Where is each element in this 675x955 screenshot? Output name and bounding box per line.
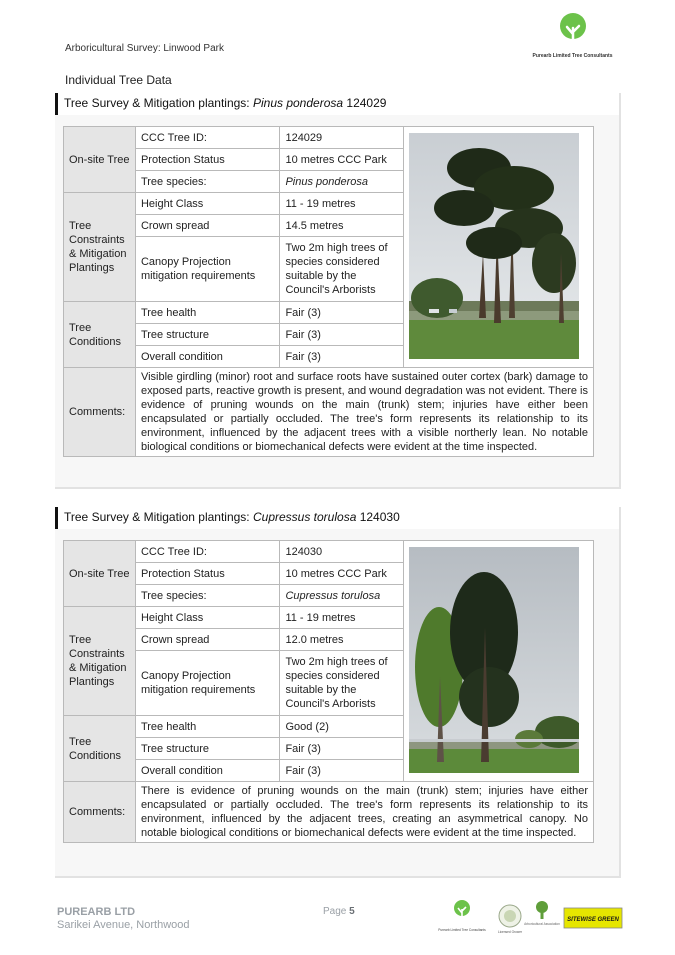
label-canopy-projection: Canopy Projection mitigation requirements xyxy=(135,651,280,716)
footer-logo-label: Licensed Grower xyxy=(497,930,523,934)
label-tree-species: Tree species: xyxy=(135,585,280,607)
group-constraints: Tree Constraints & Mitigation Plantings xyxy=(64,607,136,716)
label-overall-condition: Overall condition xyxy=(135,760,280,782)
label-tree-health: Tree health xyxy=(135,716,280,738)
value-height-class: 11 - 19 metres xyxy=(280,193,404,215)
value-tree-health: Fair (3) xyxy=(280,302,404,324)
tree-record-block xyxy=(55,93,621,489)
value-crown-spread: 12.0 metres xyxy=(280,629,404,651)
group-comments: Comments: xyxy=(64,368,136,457)
label-tree-health: Tree health xyxy=(135,302,280,324)
label-tree-structure: Tree structure xyxy=(135,738,280,760)
tree-record-heading xyxy=(55,507,619,529)
cypress-tree-photo xyxy=(409,547,579,773)
pine-tree-photo xyxy=(409,133,579,359)
value-tree-id: 124030 xyxy=(280,541,404,563)
heading-id: 124029 xyxy=(343,96,387,110)
group-conditions: Tree Conditions xyxy=(64,716,136,782)
tree-record-block xyxy=(55,507,621,878)
tree-logo-icon xyxy=(557,12,589,50)
comments-text: Visible girdling (minor) root and surface roots have sustained outer cortex (bark) damage to exposed parts, reactive growth is present, and wound degradation was not evident. There is evidence of pruning wounds on the main (trunk) stem; injuries have either been encapsulated or partially occluded. The tree's form represents its relationship to its environment, influenced by the adjacent trees with a visible northerly lean. No notable biological conditions or biomechanical defects were evident at the time inspected. xyxy=(135,368,593,457)
tree-data-table xyxy=(63,540,594,843)
heading-species: Cupressus torulosa xyxy=(252,510,357,524)
group-comments: Comments: xyxy=(64,782,136,843)
page-number: 5 xyxy=(349,906,355,917)
footer-address: Sarikei Avenue, Northwood xyxy=(57,919,190,931)
value-overall-condition: Fair (3) xyxy=(280,346,404,368)
group-onsite: On-site Tree xyxy=(64,127,136,193)
value-tree-species: Cupressus torulosa xyxy=(280,585,404,607)
tree-photo xyxy=(404,541,594,782)
value-tree-structure: Fair (3) xyxy=(280,324,404,346)
label-tree-structure: Tree structure xyxy=(135,324,280,346)
section-label: Individual Tree Data xyxy=(65,73,172,87)
tree-photo xyxy=(404,127,594,368)
tree-data-table xyxy=(63,126,594,457)
label-tree-id: CCC Tree ID: xyxy=(135,127,280,149)
group-constraints: Tree Constraints & Mitigation Plantings xyxy=(64,193,136,302)
value-tree-health: Good (2) xyxy=(280,716,404,738)
value-tree-species: Pinus ponderosa xyxy=(280,171,404,193)
label-crown-spread: Crown spread xyxy=(135,215,280,237)
footer-logo-label: Purearb Limited Tree Consultants xyxy=(438,928,486,932)
footer-company-name: PUREARB LTD xyxy=(57,906,136,918)
value-canopy-projection: Two 2m high trees of species considered suitable by the Council's Arborists xyxy=(280,651,404,716)
arboricultural-association-logo-icon xyxy=(524,901,560,926)
value-overall-condition: Fair (3) xyxy=(280,760,404,782)
value-tree-structure: Fair (3) xyxy=(280,738,404,760)
value-crown-spread: 14.5 metres xyxy=(280,215,404,237)
value-protection-status: 10 metres CCC Park xyxy=(280,149,404,171)
heading-id: 124030 xyxy=(356,510,400,524)
label-protection-status: Protection Status xyxy=(135,149,280,171)
footer-logos xyxy=(432,898,624,938)
tree-record-heading xyxy=(55,93,619,115)
value-canopy-projection: Two 2m high trees of species considered suitable by the Council's Arborists xyxy=(280,237,404,302)
sitewise-logo-icon xyxy=(564,908,622,928)
heading-prefix: Tree Survey & Mitigation plantings: xyxy=(64,510,253,524)
licensed-grower-logo-icon xyxy=(498,905,523,934)
company-logo xyxy=(525,12,620,59)
page-label: Page xyxy=(323,906,350,917)
footer-logo-label: SITEWISE GREEN xyxy=(567,917,619,923)
label-protection-status: Protection Status xyxy=(135,563,280,585)
heading-prefix: Tree Survey & Mitigation plantings: xyxy=(64,96,253,110)
document-header-title: Arboricultural Survey: Linwood Park xyxy=(65,43,224,54)
logo-text: Purearb Limited Tree Consultants xyxy=(532,53,613,59)
label-height-class: Height Class xyxy=(135,193,280,215)
footer-page-number xyxy=(323,906,355,917)
label-tree-id: CCC Tree ID: xyxy=(135,541,280,563)
value-protection-status: 10 metres CCC Park xyxy=(280,563,404,585)
label-crown-spread: Crown spread xyxy=(135,629,280,651)
value-tree-id: 124029 xyxy=(280,127,404,149)
accreditation-logos xyxy=(432,898,624,938)
label-canopy-projection: Canopy Projection mitigation requirements xyxy=(135,237,280,302)
heading-species: Pinus ponderosa xyxy=(252,96,344,110)
group-onsite: On-site Tree xyxy=(64,541,136,607)
footer-logo-label: Arboricultural Association xyxy=(524,922,560,926)
comments-text: There is evidence of pruning wounds on the main (trunk) stem; injuries have either encapsulated or partially occluded. The tree's form represents its relationship to its environment, influenced by the adjacent trees, creating an asymmetrical canopy. No notable biological conditions or biomechanical defects were evident at the time inspected. xyxy=(135,782,593,843)
purearb-logo-icon xyxy=(438,900,486,932)
label-height-class: Height Class xyxy=(135,607,280,629)
value-height-class: 11 - 19 metres xyxy=(280,607,404,629)
group-conditions: Tree Conditions xyxy=(64,302,136,368)
label-overall-condition: Overall condition xyxy=(135,346,280,368)
label-tree-species: Tree species: xyxy=(135,171,280,193)
